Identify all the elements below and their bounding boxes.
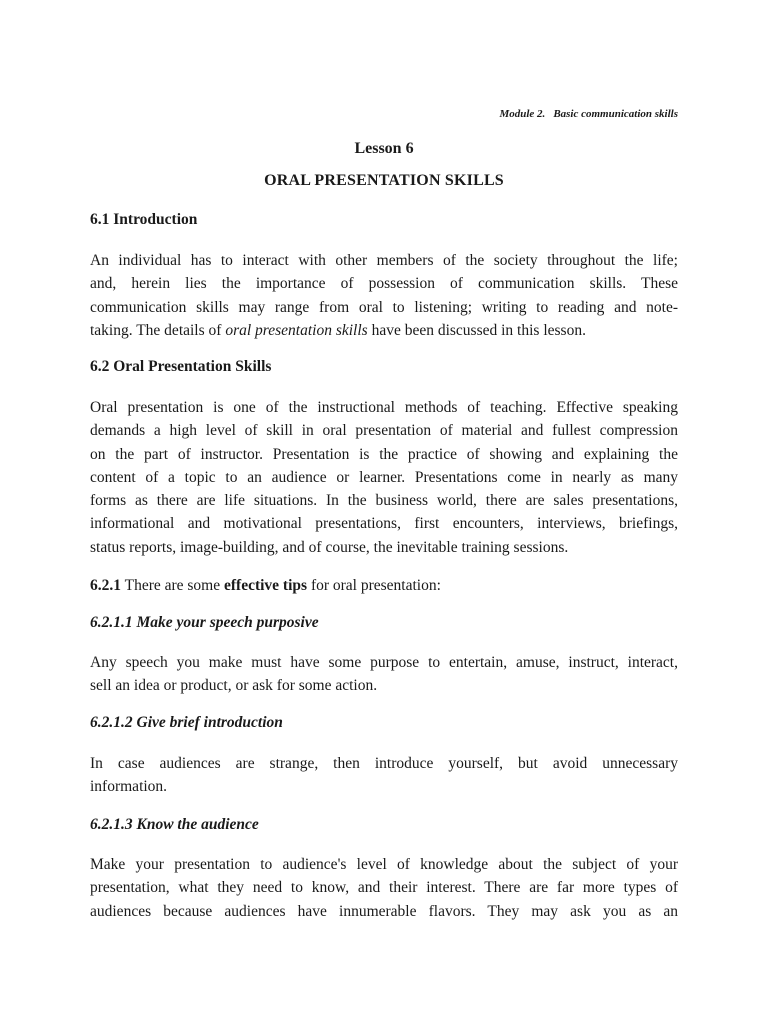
intro-line-2: and, herein lies the importance of possession of communication skills. These (90, 275, 678, 293)
oral-line-4: content of a topic to an audience or learner. Presentations come in nearly as many (90, 468, 678, 486)
oral-line-7: status reports, image-building, and of course, the inevitable training sessions. (90, 538, 569, 556)
oral-line-5: forms as there are life situations. In the business world, there are sales presentations, (90, 492, 678, 510)
brief-heading: 6.2.1.2 Give brief introduction (90, 714, 283, 731)
brief-paragraph (90, 752, 678, 799)
oral-line-6: informational and motivational presentations, first encounters, interviews, briefings, (90, 515, 678, 533)
page-title: ORAL PRESENTATION SKILLS (264, 172, 504, 189)
tips-bold: effective tips (224, 577, 308, 594)
module-title: Basic communication skills (553, 108, 678, 120)
oral-line-1: Oral presentation is one of the instructional methods of teaching. Effective speaking (90, 399, 678, 416)
tips-post: for oral presentation: (307, 577, 441, 594)
intro-line-4-post: have been discussed in this lesson. (367, 321, 586, 339)
purposive-line-1: Any speech you make must have some purpose to entertain, amuse, instruct, interact, (90, 654, 678, 671)
brief-line-2: information. (90, 778, 168, 796)
oral-line-3: on the part of instructor. Presentation is the practice of showing and explaining the (90, 445, 678, 463)
intro-line-1: An individual has to interact with other members of the society throughout the life; (90, 252, 678, 269)
purposive-heading: 6.2.1.1 Make your speech purposive (90, 614, 319, 631)
intro-line-4-emphasis: oral presentation skills (225, 321, 368, 339)
brief-line-1: In case audiences are strange, then introduce yourself, but avoid unnecessary (90, 755, 678, 772)
purposive-line-2: sell an idea or product, or ask for some action. (90, 677, 378, 695)
purposive-paragraph (90, 651, 678, 698)
oral-paragraph (90, 396, 678, 559)
intro-line-4-pre: taking. The details of (90, 321, 226, 339)
audience-line-1: Make your presentation to audience's level of knowledge about the subject of your (90, 856, 678, 873)
oral-line-2: demands a high level of skill in oral presentation of material and fullest compression (90, 422, 678, 440)
tips-number: 6.2.1 (90, 577, 121, 594)
tips-intro (90, 574, 678, 597)
audience-heading: 6.2.1.3 Know the audience (90, 816, 259, 833)
audience-line-3: audiences because audiences have innumerable flavors. They may ask you as an (90, 902, 678, 920)
audience-paragraph (90, 853, 678, 923)
audience-line-2: presentation, what they need to know, and their interest. There are far more types of (90, 879, 678, 897)
lesson-label: Lesson 6 (354, 140, 414, 157)
tips-pre: There are some (121, 577, 224, 594)
intro-paragraph (90, 249, 678, 342)
intro-line-3: communication skills may range from oral to listening; writing to reading and note- (90, 298, 678, 316)
tips-line (90, 574, 678, 597)
module-number: Module 2. (499, 108, 546, 120)
intro-line-4 (90, 319, 678, 342)
oral-heading: 6.2 Oral Presentation Skills (90, 358, 272, 375)
intro-heading: 6.1 Introduction (90, 211, 198, 228)
running-header (499, 108, 678, 120)
